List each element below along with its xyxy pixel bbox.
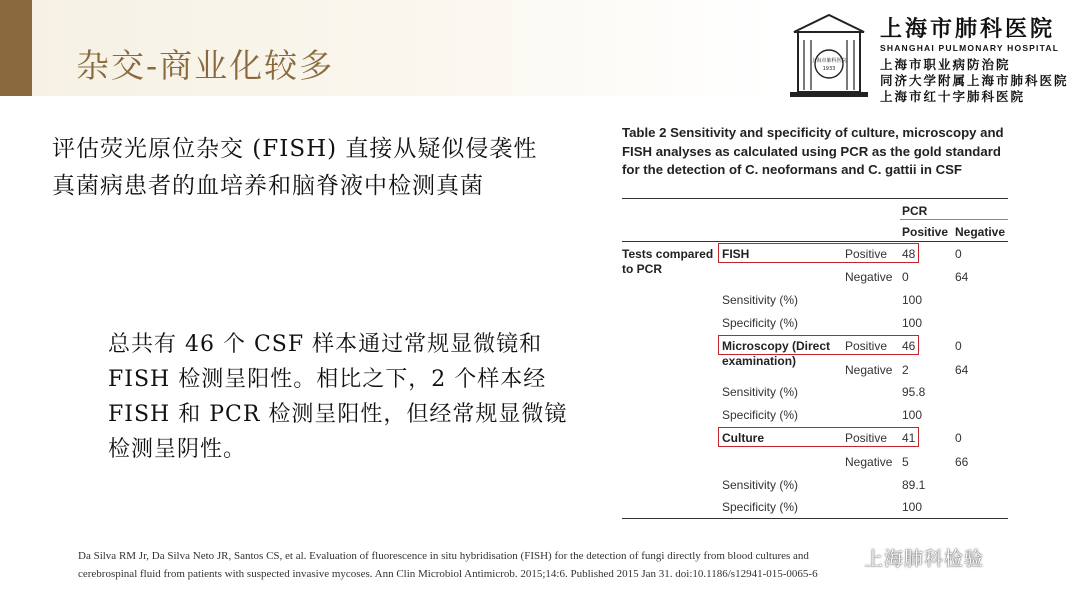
pcr-rule: [900, 219, 1008, 220]
culture-neg-label: Negative: [845, 455, 893, 469]
micro-pos-pos: 46: [902, 339, 916, 353]
col-negative-header: Negative: [955, 225, 1006, 239]
summary-line-1: 总共有 46 个 CSF 样本通过常规显微镜和: [108, 332, 543, 357]
micro-sens-label: Sensitivity (%): [722, 385, 799, 399]
seal-text: 上海市肺科医院: [811, 58, 847, 64]
hospital-name-en: SHANGHAI PULMONARY HOSPITAL: [880, 43, 1060, 53]
micro-neg-neg: 64: [955, 363, 969, 377]
table-header-rule: [622, 241, 1008, 242]
culture-sens: 89.1: [902, 478, 926, 492]
culture-spec: 100: [902, 500, 923, 514]
fish-pos-pos: 48: [902, 247, 916, 261]
accent-bar: [0, 0, 32, 96]
intro-text: [52, 131, 612, 205]
test-fish: FISH: [722, 247, 750, 261]
summary-line-4: 检测呈阴性。: [108, 437, 247, 462]
micro-pos-label: Positive: [845, 339, 888, 353]
hospital-line-1: 上海市职业病防治院: [880, 57, 1011, 72]
fish-pos-neg: 0: [955, 247, 962, 261]
fish-spec: 100: [902, 316, 923, 330]
summary-text: [108, 327, 628, 467]
fish-highlight-box: [718, 243, 919, 263]
test-microscopy: Microscopy (Direct examination): [722, 339, 831, 368]
col-positive-header: Positive: [902, 225, 949, 239]
hospital-name-cn: 上海市肺科医院: [880, 16, 1056, 42]
fish-neg-pos: 0: [902, 270, 909, 284]
culture-pos-neg: 0: [955, 431, 962, 445]
fish-pos-label: Positive: [845, 247, 888, 261]
summary-line-3: FISH 和 PCR 检测呈阳性，但经常规显微镜: [108, 402, 568, 427]
slide-title: 杂交-商业化较多: [76, 46, 335, 85]
micro-spec-label: Specificity (%): [722, 408, 799, 422]
intro-line-2: 真菌病患者的血培养和脑脊液中检测真菌: [52, 173, 484, 199]
culture-spec-label: Specificity (%): [722, 500, 799, 514]
micro-spec: 100: [902, 408, 923, 422]
micro-neg-label: Negative: [845, 363, 893, 377]
micro-sens: 95.8: [902, 385, 926, 399]
table-top-rule: [622, 198, 1008, 199]
fish-neg-label: Negative: [845, 270, 893, 284]
citation-line-1: Da Silva RM Jr, Da Silva Neto JR, Santos CS, et al. Evaluation of fluorescence in situ hybridisation (FISH) for the detection of fungi directly from blood cultures and: [78, 550, 809, 562]
fish-sens: 100: [902, 293, 923, 307]
fish-spec-label: Specificity (%): [722, 316, 799, 330]
summary-line-2: FISH 检测呈阳性。相比之下，2 个样本经: [108, 367, 547, 392]
culture-pos-pos: 41: [902, 431, 916, 445]
micro-neg-pos: 2: [902, 363, 909, 377]
culture-neg-neg: 66: [955, 455, 969, 469]
test-culture: Culture: [722, 431, 764, 445]
culture-sens-label: Sensitivity (%): [722, 478, 799, 492]
fish-sens-label: Sensitivity (%): [722, 293, 799, 307]
culture-highlight-box: [718, 427, 919, 447]
culture-neg-pos: 5: [902, 455, 909, 469]
culture-pos-label: Positive: [845, 431, 888, 445]
wechat-icon: [838, 546, 860, 566]
watermark-text: 上海肺科检验: [864, 548, 985, 570]
hospital-seal-icon: [784, 12, 874, 100]
table-bottom-rule: [622, 518, 1008, 519]
micro-pos-neg: 0: [955, 339, 962, 353]
hospital-line-2: 同济大学附属上海市肺科医院: [880, 73, 1069, 88]
intro-line-1: 评估荧光原位杂交 (FISH) 直接从疑似侵袭性: [52, 136, 538, 162]
row-header: Tests compared to PCR: [622, 247, 714, 276]
citation-line-2: cerebrospinal fluid from patients with suspected invasive mycoses. Ann Clin Microbiol Antimicrob. 2015;14:6. Published 2015 Jan 31. doi:10.1186/s12941-015-0065-6: [78, 568, 818, 580]
table-caption: Table 2 Sensitivity and specificity of culture, microscopy and FISH analyses as calculated using PCR as the gold standard for the detection of C. neoformans and C. gattii in CSF: [622, 125, 1004, 177]
pcr-header: PCR: [902, 204, 928, 218]
microscopy-highlight-box: [718, 335, 919, 355]
hospital-line-3: 上海市红十字肺科医院: [880, 89, 1026, 104]
fish-neg-neg: 64: [955, 270, 969, 284]
seal-year: 1933: [822, 66, 836, 72]
